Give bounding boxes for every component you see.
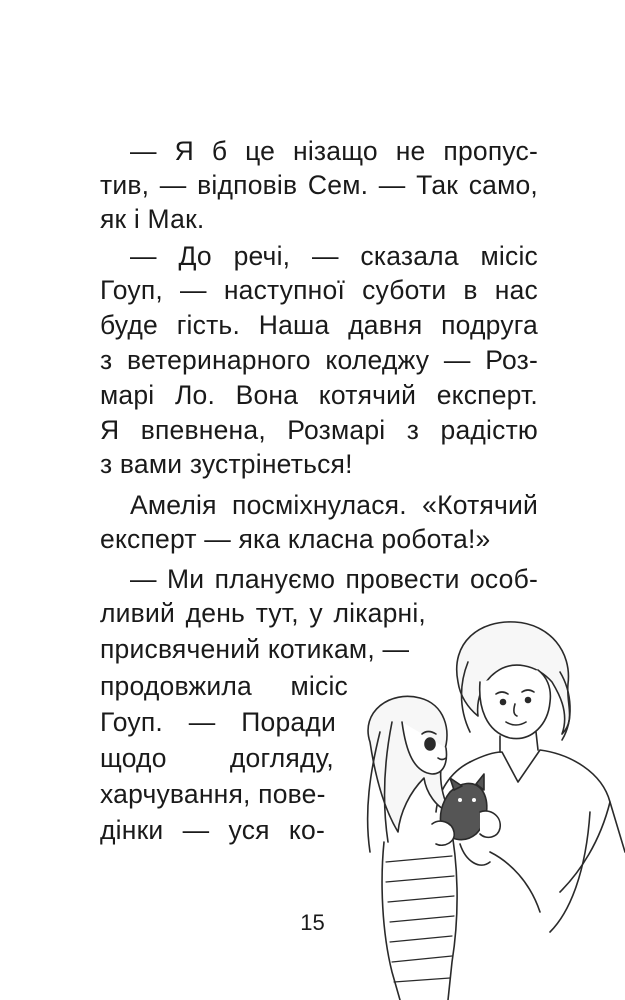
text-line: з вами зустрінеться! <box>100 449 353 479</box>
text-line: — Ми плануємо провести особ- <box>130 564 538 594</box>
text-line: тив, — відповів Сем. — Так само, <box>100 170 538 200</box>
text-line: харчування, пове- <box>100 779 326 809</box>
text-line: як і Мак. <box>100 204 205 234</box>
text-line: Я впевнена, Розмарі з радістю <box>100 415 538 445</box>
woman-and-girl-holding-kitten-illustration <box>340 612 625 1000</box>
text-line: Амелія посміхнулася. «Котячий <box>130 490 538 520</box>
text-line: присвячений котикам, — <box>100 634 410 664</box>
text-line: — Я б це нізащо не пропус- <box>130 136 538 166</box>
text-line: продовжила місіс <box>100 671 348 701</box>
text-line: з ветеринарного коледжу — Роз- <box>100 345 538 375</box>
text-line: щодо догляду, <box>100 743 334 773</box>
text-line: марі Ло. Вона котячий експерт. <box>100 380 538 410</box>
text-line: буде гість. Наша давня подруга <box>100 310 538 340</box>
page-number: 15 <box>300 910 325 935</box>
text-line: Гоуп, — наступної суботи в нас <box>100 275 538 305</box>
text-line: — До речі, — сказала місіс <box>130 241 538 271</box>
text-line: Гоуп. — Поради <box>100 707 336 737</box>
text-line: ливий день тут, у лікарні, <box>100 598 426 628</box>
text-line: дінки — уся ко- <box>100 815 325 845</box>
text-line: експерт — яка класна робота!» <box>100 524 491 554</box>
